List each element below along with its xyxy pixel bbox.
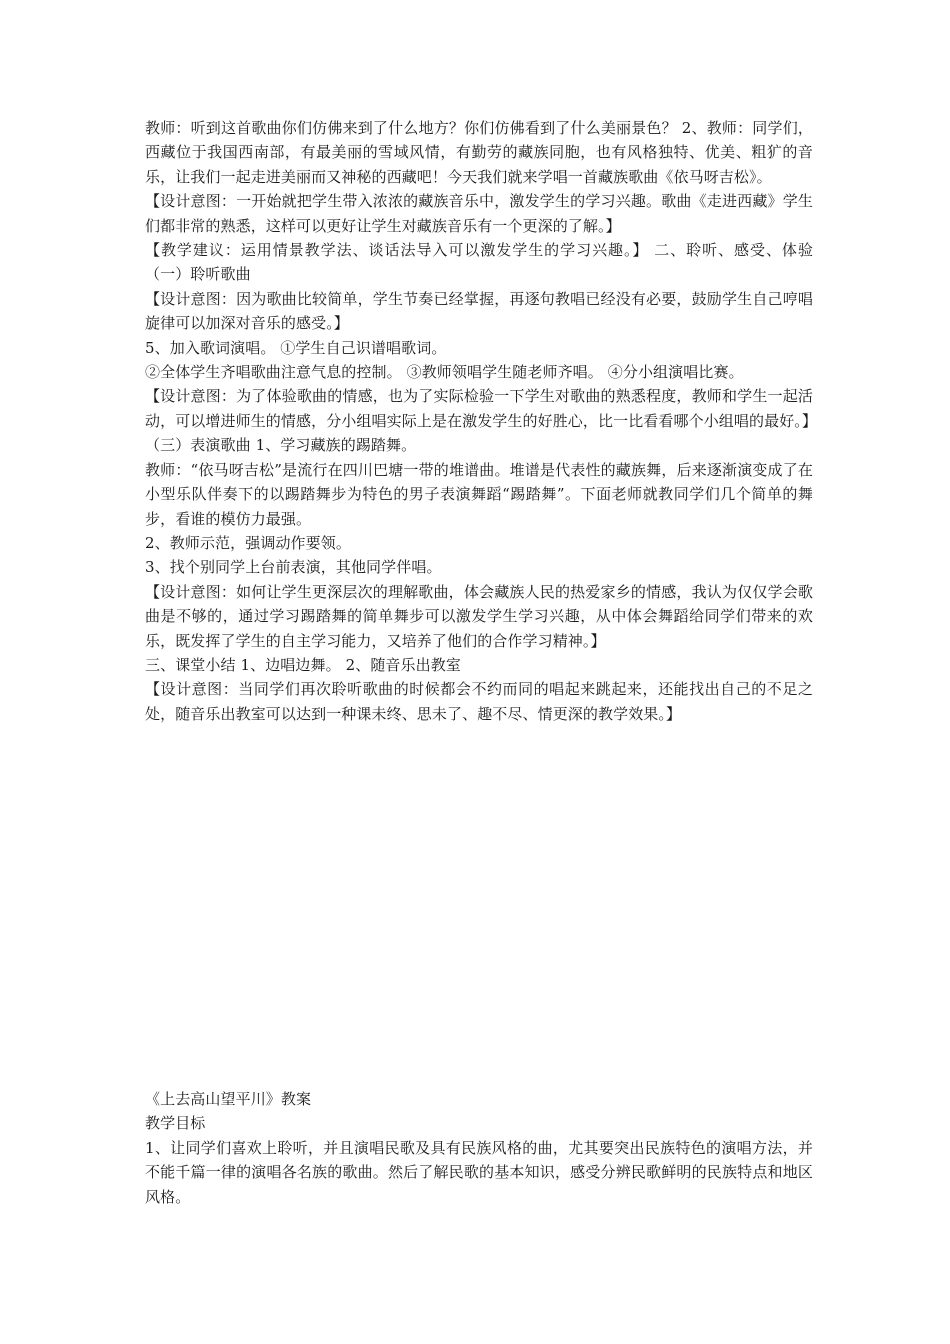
paragraph-design-intent-3: 【设计意图：为了体验歌曲的情感，也为了实际检验一下学生对歌曲的熟悉程度，教师和学生一起活动，可以增进师生的情感，分小组唱实际上是在激发学生的好胜心，比一比看看哪个小组唱的最好。】 <box>145 387 818 430</box>
paragraph-summary: 三、课堂小结 1、边唱边舞。 2、随音乐出教室 <box>145 655 461 674</box>
lesson-subtitle: 教学目标 <box>145 1114 206 1133</box>
paragraph-teaching-suggestion: 【教学建议：运用情景教学法、谈话法导入可以激发学生的学习兴趣。】 二、聆听、感受、体验 （一）聆听歌曲 <box>145 241 813 284</box>
paragraph-intro: 教师：听到这首歌曲你们仿佛来到了什么地方？你们仿佛看到了什么美丽景色？ 2、教师：同学们，西藏位于我国西南部，有最美丽的雪域风情，有勤劳的藏族同胞，也有风格独特、优美、粗犷的音乐，让我们一起走进美丽而又神秘的西藏吧！今天我们就来学唱一首藏族歌曲《依马呀吉松》。 <box>145 119 813 186</box>
paragraph-design-intent-2: 【设计意图：因为歌曲比较简单，学生节奏已经掌握，再逐句教唱已经没有必要，鼓励学生自己哼唱旋律可以加深对音乐的感受。】 <box>145 289 813 333</box>
paragraph-step-2-demo: 2、教师示范，强调动作要领。 <box>145 533 351 552</box>
lesson-section-shangqu <box>145 1087 813 1209</box>
paragraph-design-intent-4: 【设计意图：如何让学生更深层次的理解歌曲，体会藏族人民的热爱家乡的情感，我认为仅仅学会歌曲是不够的，通过学习踢踏舞的简单舞步可以激发学生学习兴趣，从中体会舞蹈给同学们带来的欢乐，既发挥了学生的自主学习能力，又培养了他们的合作学习精神。】 <box>145 582 813 650</box>
paragraph-performance-heading: （三）表演歌曲 1、学习藏族的踢踏舞。 <box>145 436 417 455</box>
paragraph-design-intent-1: 【设计意图：一开始就把学生带入浓浓的藏族音乐中，激发学生的学习兴趣。歌曲《走进西藏》学生们都非常的熟悉，这样可以更好让学生对藏族音乐有一个更深的了解。】 <box>145 192 813 235</box>
lesson-title: 《上去高山望平川》教案 <box>145 1090 312 1108</box>
lesson-section-yimayajisong <box>145 116 818 726</box>
paragraph-singing-steps: ②全体学生齐唱歌曲注意气息的控制。 ③教师领唱学生随老师齐唱。 ④分小组演唱比赛。 <box>145 363 744 382</box>
paragraph-teacher-dance: 教师：“依马呀吉松”是流行在四川巴塘一带的堆谱曲。堆谱是代表性的藏族舞，后来逐渐演变成了在小型乐队伴奏下的以踢踏舞步为特色的男子表演舞蹈“踢踏舞”。下面老师就教同学们几个简单的舞步，看谁的模仿力最强。 <box>145 460 813 528</box>
paragraph-design-intent-5: 【设计意图：当同学们再次聆听歌曲的时候都会不约而同的唱起来跳起来，还能找出自己的不足之处，随音乐出教室可以达到一种课未终、思未了、趣不尽、情更深的教学效果。】 <box>145 680 813 723</box>
paragraph-step-3-perform: 3、找个别同学上台前表演，其他同学伴唱。 <box>145 558 442 577</box>
paragraph-objective-1: 1、让同学们喜欢上聆听，并且演唱民歌及具有民族风格的曲，尤其要突出民族特色的演唱方法，并不能千篇一律的演唱各名族的歌曲。然后了解民歌的基本知识，感受分辨民歌鲜明的民族特点和地区风格。 <box>145 1138 813 1206</box>
paragraph-step-5: 5、加入歌词演唱。 ①学生自己识谱唱歌词。 <box>145 338 447 357</box>
